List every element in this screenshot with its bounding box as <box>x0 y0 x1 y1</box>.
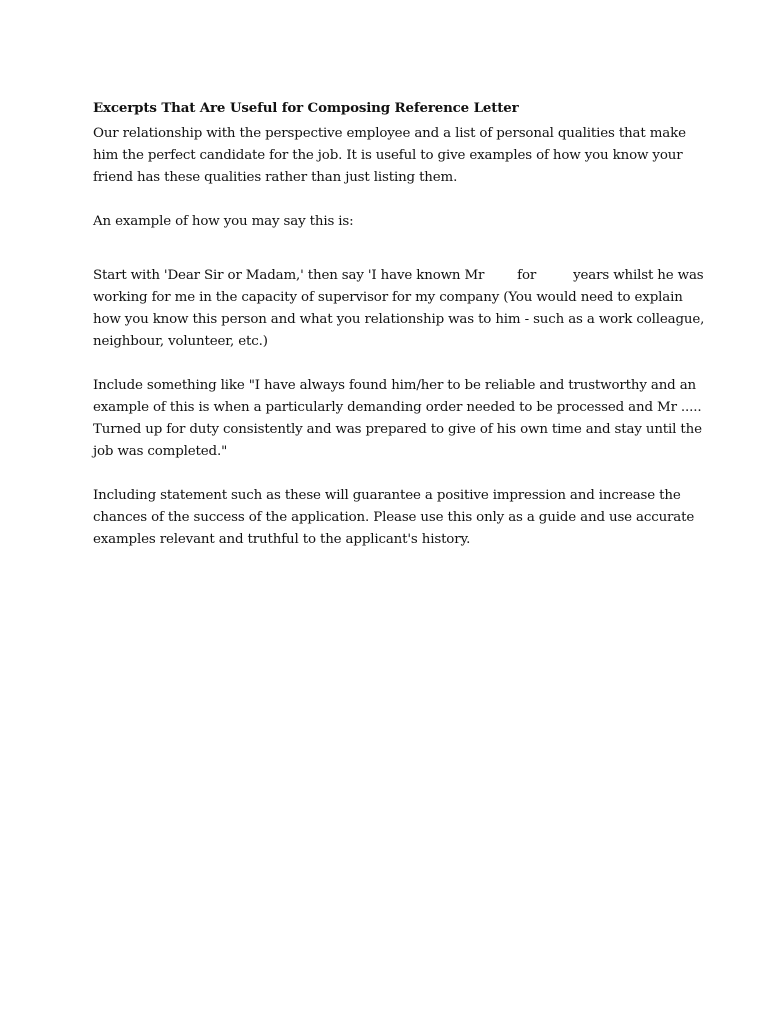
paragraph-conclusion <box>93 485 693 551</box>
document-title: Excerpts That Are Useful for Composing Reference Letter <box>93 100 519 116</box>
paragraph-start-with <box>93 265 705 353</box>
text-line: Including statement such as these will guarantee a positive impression and increase the <box>93 488 681 503</box>
text-line: Include something like "I have always found him/her to be reliable and trustworthy and an <box>93 378 697 393</box>
text-line: examples relevant and truthful to the applicant's history. <box>93 532 471 547</box>
text-line: example of this is when a particularly demanding order needed to be processed and Mr ..... <box>93 400 702 415</box>
text-line: Our relationship with the perspective employee and a list of personal qualities that make <box>93 126 686 141</box>
paragraph-spacer <box>93 353 693 375</box>
text-line: Start with 'Dear Sir or Madam,' then say 'I have known Mr for years whilst he was <box>93 268 704 283</box>
text-line: Turned up for duty consistently and was prepared to give of his own time and stay until the <box>93 422 702 437</box>
text-line: neighbour, volunteer, etc.) <box>93 334 268 349</box>
paragraph-spacer <box>93 463 693 485</box>
paragraph-example-intro <box>93 211 693 233</box>
paragraph-relationship <box>93 123 693 189</box>
paragraph-spacer <box>93 233 693 265</box>
paragraph-spacer <box>93 189 693 211</box>
text-line: how you know this person and what you relationship was to him - such as a work colleague, <box>93 312 705 327</box>
text-line: job was completed." <box>93 444 228 459</box>
text-line: chances of the success of the application. Please use this only as a guide and use accurate <box>93 510 695 525</box>
text-line: him the perfect candidate for the job. It is useful to give examples of how you know your <box>93 148 683 163</box>
text-line: An example of how you may say this is: <box>93 214 354 229</box>
document-page <box>93 97 705 551</box>
text-line: working for me in the capacity of supervisor for my company (You would need to explain <box>93 290 683 305</box>
paragraph-include-something <box>93 375 702 463</box>
text-line: friend has these qualities rather than just listing them. <box>93 170 458 185</box>
